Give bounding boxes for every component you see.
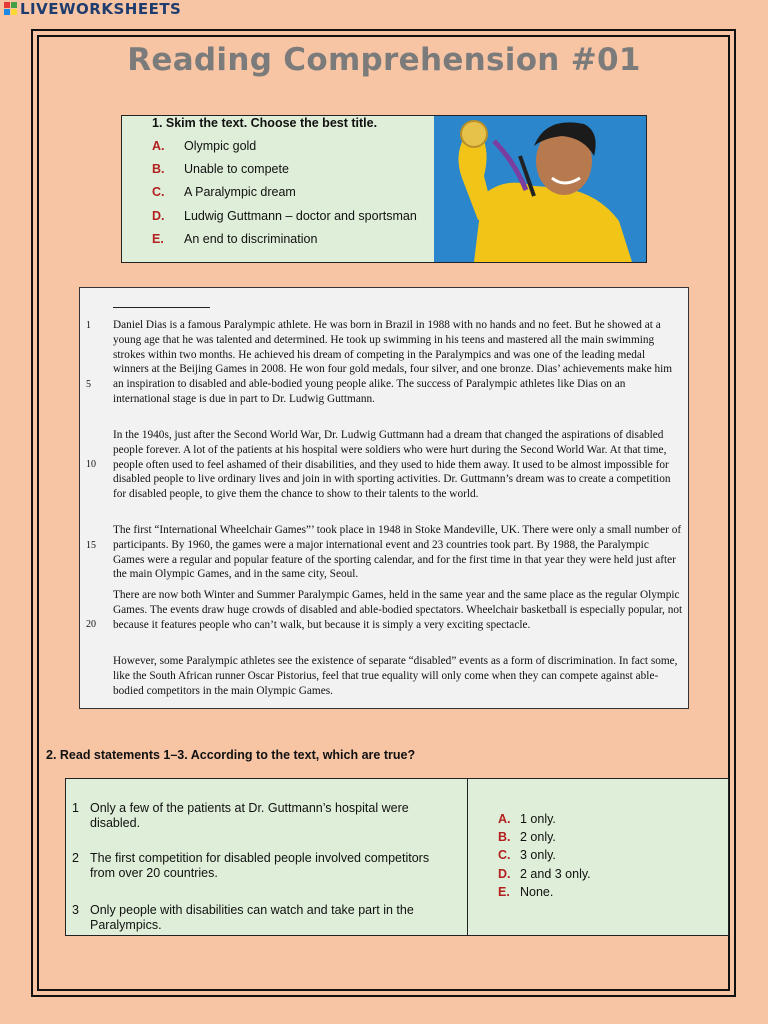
statement-number: 3 xyxy=(72,903,79,917)
statement-number: 1 xyxy=(72,801,79,815)
paragraph-5: However, some Paralympic athletes see the existence of separate “disabled” events as a form of discrimination. In fact some, like the South African runner Oscar Pistorius, feel that true equality will only come when they can compete against able-bodied competitors in the main Olympic Games. xyxy=(113,655,678,697)
question-2-box xyxy=(65,778,729,936)
paragraph-1: Daniel Dias is a famous Paralympic athlete. He was born in Brazil in 1988 with no hands and no feet. But he showed at a young age that he was talented and determined. He took up swimming in his teens and mastered all the main swimming strokes within two months. He achieved his dream of competing in the Paralympics and was one of the leading medal winners at the Beijing Games in 2008. He won four gold medals, four silver, and one bronze. Dias’ achievements make him an inspiration to disabled and able-bodied young people alike. The success of Paralympic athletes like Dias on an international stage is due in part to Dr. Ludwig Guttmann. xyxy=(113,319,673,405)
line-number: 1 xyxy=(86,320,91,331)
statement-number: 2 xyxy=(72,851,79,865)
line-number: 5 xyxy=(86,379,91,390)
option-letter: C. xyxy=(152,185,165,199)
column-divider xyxy=(467,779,468,935)
option-letter: A. xyxy=(152,139,165,153)
statement-2 xyxy=(72,851,450,881)
question-1-prompt: 1. Skim the text. Choose the best title. xyxy=(152,116,378,130)
q1-option-e[interactable] xyxy=(152,232,317,246)
reading-passage xyxy=(79,287,689,709)
paragraph-3: The first “International Wheelchair Games”’ took place in 1948 in Stoke Mandeville, UK. There were only a small number of participants. By 1960, the games were a major international event and 23 countries took part. By 1988, the Paralympic Games were a regular and popular feature of the sporting calendar, and for the first time in that year they were held just after the main Olympic Games, and in the same city, Seoul. xyxy=(113,524,682,581)
statement-text: Only a few of the patients at Dr. Guttmann’s hospital were disabled. xyxy=(90,801,409,830)
answer-letter: C. xyxy=(498,848,511,862)
answer-letter: A. xyxy=(498,812,511,826)
answer-letter: D. xyxy=(498,867,511,881)
answer-letter: B. xyxy=(498,830,511,844)
q1-option-d[interactable] xyxy=(152,209,417,223)
liveworksheets-logo xyxy=(4,0,181,18)
answer-text: 1 only. xyxy=(520,812,556,826)
option-text: Unable to compete xyxy=(184,162,289,176)
q1-option-a[interactable] xyxy=(152,139,256,153)
q2-answer-d[interactable] xyxy=(498,867,591,881)
statement-1 xyxy=(72,801,450,831)
answer-text: None. xyxy=(520,885,554,899)
answer-text: 2 only. xyxy=(520,830,556,844)
q2-answer-c[interactable] xyxy=(498,848,556,862)
option-letter: D. xyxy=(152,209,165,223)
q1-option-c[interactable] xyxy=(152,185,296,199)
answer-letter: E. xyxy=(498,885,510,899)
q1-option-b[interactable] xyxy=(152,162,289,176)
paragraph-2: In the 1940s, just after the Second World War, Dr. Ludwig Guttmann had a dream that changed the aspirations of disabled people forever. A lot of the patients at his hospital were soldiers who were hurt during the Second World War. At that time, people often used to feel ashamed of their disabilities, and they used to hide them away. It used to be almost impossible for disabled people to live ordinary lives and join in with sporting activities. Dr. Guttmann’s dream was to create a competition for disabled people, to give them the chance to show to their talents to the world. xyxy=(113,429,671,501)
option-text: An end to discrimination xyxy=(184,232,318,246)
option-text: A Paralympic dream xyxy=(184,185,296,199)
page-title: Reading Comprehension #01 xyxy=(127,42,641,78)
statement-text: Only people with disabilities can watch and take part in the Paralympics. xyxy=(90,903,414,932)
option-text: Olympic gold xyxy=(184,139,257,153)
logo-squares-icon xyxy=(4,2,18,16)
answer-text: 2 and 3 only. xyxy=(520,867,591,881)
option-letter: E. xyxy=(152,232,164,246)
statement-text: The first competition for disabled people involved competitors from over 20 countries. xyxy=(90,851,430,880)
question-1-box xyxy=(121,115,647,263)
paragraph-4: There are now both Winter and Summer Paralympic Games, held in the same year and the same place as the regular Olympic Games. The events draw huge crowds of disabled and able-bodied spectators. Wheelchair basketball is especially popular, not because it features people who can’t walk, but because it is simply a very exciting spectacle. xyxy=(113,589,683,631)
q2-answer-a[interactable] xyxy=(498,812,556,826)
line-number: 10 xyxy=(86,459,96,470)
title-blank-line xyxy=(113,307,210,308)
question-2-prompt: 2. Read statements 1–3. According to the text, which are true? xyxy=(46,748,416,762)
question-1-text xyxy=(122,116,434,262)
logo-text: LIVEWORKSHEETS xyxy=(20,0,182,18)
option-letter: B. xyxy=(152,162,165,176)
line-number: 20 xyxy=(86,619,96,630)
athlete-photo xyxy=(434,116,646,262)
line-number: 15 xyxy=(86,540,96,551)
statement-3 xyxy=(72,903,450,933)
q2-answer-e[interactable] xyxy=(498,885,553,899)
q2-answer-b[interactable] xyxy=(498,830,556,844)
option-text: Ludwig Guttmann – doctor and sportsman xyxy=(184,209,417,223)
answer-text: 3 only. xyxy=(520,848,556,862)
